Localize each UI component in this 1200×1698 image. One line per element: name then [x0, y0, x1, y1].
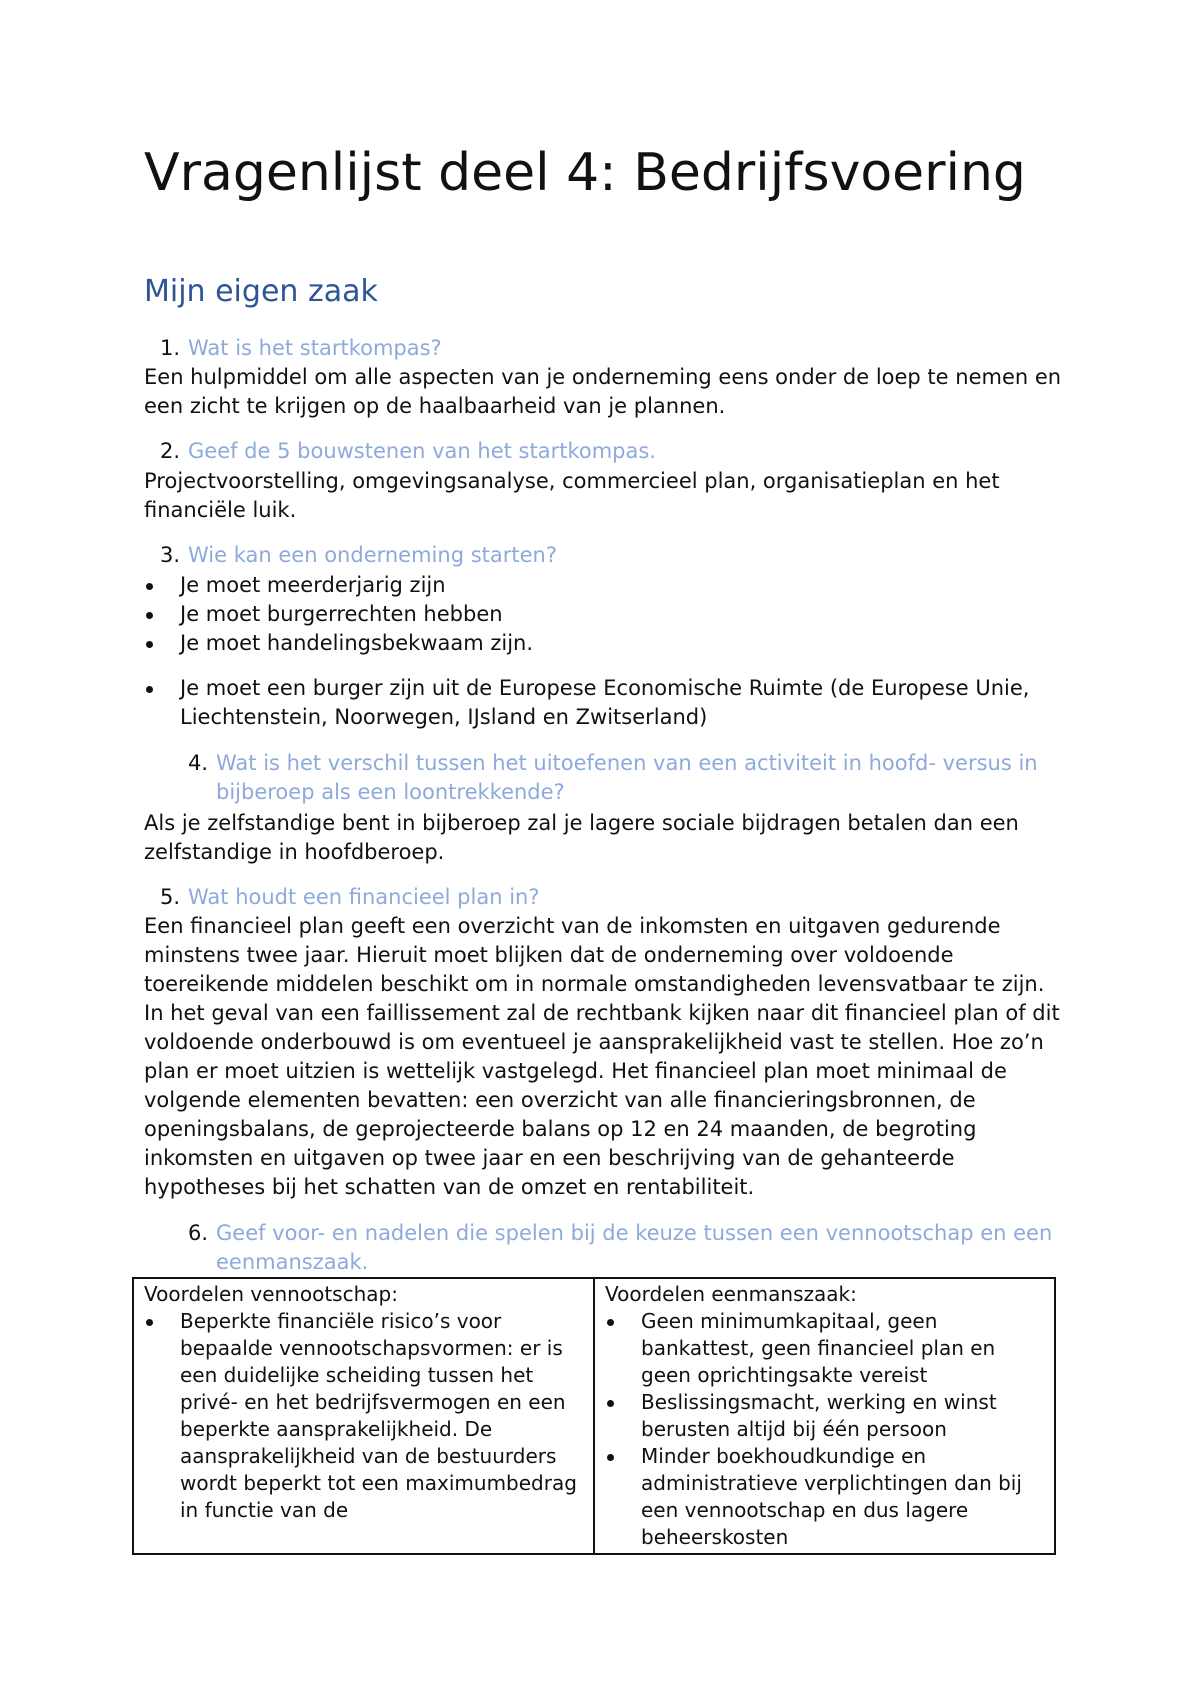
cell-heading: Voordelen eenmanszaak: [605, 1282, 857, 1306]
question-6 [144, 1219, 1074, 1277]
question-text: Geef de 5 bouwstenen van het startkompas. [188, 439, 656, 463]
question-text: Wie kan een onderneming starten? [188, 543, 557, 567]
question-5 [144, 883, 539, 912]
question-number: 3. [159, 543, 180, 567]
question-text: Wat is het startkompas? [188, 336, 442, 360]
answer-1: Een hulpmiddel om alle aspecten van je onderneming eens onder de loep te nemen en een zicht te krijgen op de haalbaarheid van je plannen. [144, 365, 1062, 418]
table-row [133, 1278, 1055, 1554]
list-item: Je moet handelingsbekwaam zijn. [144, 629, 1064, 658]
question-number: 6. [187, 1221, 208, 1245]
question-text: Geef voor- en nadelen die spelen bij de keuze tussen een vennootschap en een eenmanszaak. [216, 1221, 1053, 1274]
list-item: Beslissingsmacht, werking en winst berusten altijd bij één persoon [605, 1389, 1044, 1443]
question-text: Wat is het verschil tussen het uitoefenen van een activiteit in hoofd- versus in bijberoep als een loontrekkende? [216, 751, 1038, 804]
cell-heading: Voordelen vennootschap: [144, 1282, 398, 1306]
comparison-table [132, 1277, 1056, 1555]
page-title: Vragenlijst deel 4: Bedrijfsvoering [144, 143, 1026, 203]
question-1 [144, 334, 442, 363]
answer-4: Als je zelfstandige bent in bijberoep zal je lagere sociale bijdragen betalen dan een zelfstandige in hoofdberoep. [144, 811, 1019, 864]
list-item: Beperkte financiële risico’s voor bepaalde vennootschapsvormen: er is een duidelijke scheiding tussen het privé- en het bedrijfsvermogen en een beperkte aansprakelijkheid. De aansprakelijkheid van de bestuurders wordt beperkt tot een maximumbedrag in functie van de [144, 1308, 583, 1524]
question-number: 2. [159, 439, 180, 463]
cell-list [605, 1308, 1044, 1551]
list-item: Je moet meerderjarig zijn [144, 571, 1064, 600]
cell-list [144, 1308, 583, 1524]
question-3 [144, 541, 557, 570]
question-number: 5. [159, 885, 180, 909]
answer-2: Projectvoorstelling, omgevingsanalyse, commercieel plan, organisatieplan en het financiële luik. [144, 469, 1000, 522]
question-number: 4. [187, 751, 208, 775]
answer-3-list [144, 571, 1064, 658]
table-cell-eenmanszaak [594, 1278, 1055, 1554]
question-number: 1. [159, 336, 180, 360]
question-4 [144, 749, 1044, 807]
question-text: Wat houdt een financieel plan in? [188, 885, 540, 909]
question-2 [144, 437, 656, 466]
answer-5: Een financieel plan geeft een overzicht van de inkomsten en uitgaven gedurende minstens twee jaar. Hieruit moet blijken dat de onderneming over voldoende toereikende middelen beschikt om in normale omstandigheden levensvatbaar te zijn. In het geval van een faillissement zal de rechtbank kijken naar dit financieel plan of dit voldoende onderbouwd is om eventueel je aansprakelijkheid vast te stellen. Hoe zo’n plan er moet uitzien is wettelijk vastgelegd. Het financieel plan moet minimaal de volgende elementen bevatten: een overzicht van alle financieringsbronnen, de openingsbalans, de geprojecteerde balans op 12 en 24 maanden, de begroting inkomsten en uitgaven op twee jaar en een beschrijving van de gehanteerde hypotheses bij het schatten van de omzet en rentabiliteit. [144, 914, 1060, 1199]
list-item: Je moet burgerrechten hebben [144, 600, 1064, 629]
page-subtitle: Mijn eigen zaak [144, 274, 378, 309]
list-item: Minder boekhoudkundige en administratieve verplichtingen dan bij een vennootschap en dus lagere beheerskosten [605, 1443, 1044, 1551]
answer-3-extra-list [144, 674, 1044, 732]
table-cell-vennootschap [133, 1278, 594, 1554]
list-item: Je moet een burger zijn uit de Europese Economische Ruimte (de Europese Unie, Liechtenstein, Noorwegen, IJsland en Zwitserland) [144, 674, 1044, 732]
list-item: Geen minimumkapitaal, geen bankattest, geen financieel plan en geen oprichtingsakte vereist [605, 1308, 1044, 1389]
